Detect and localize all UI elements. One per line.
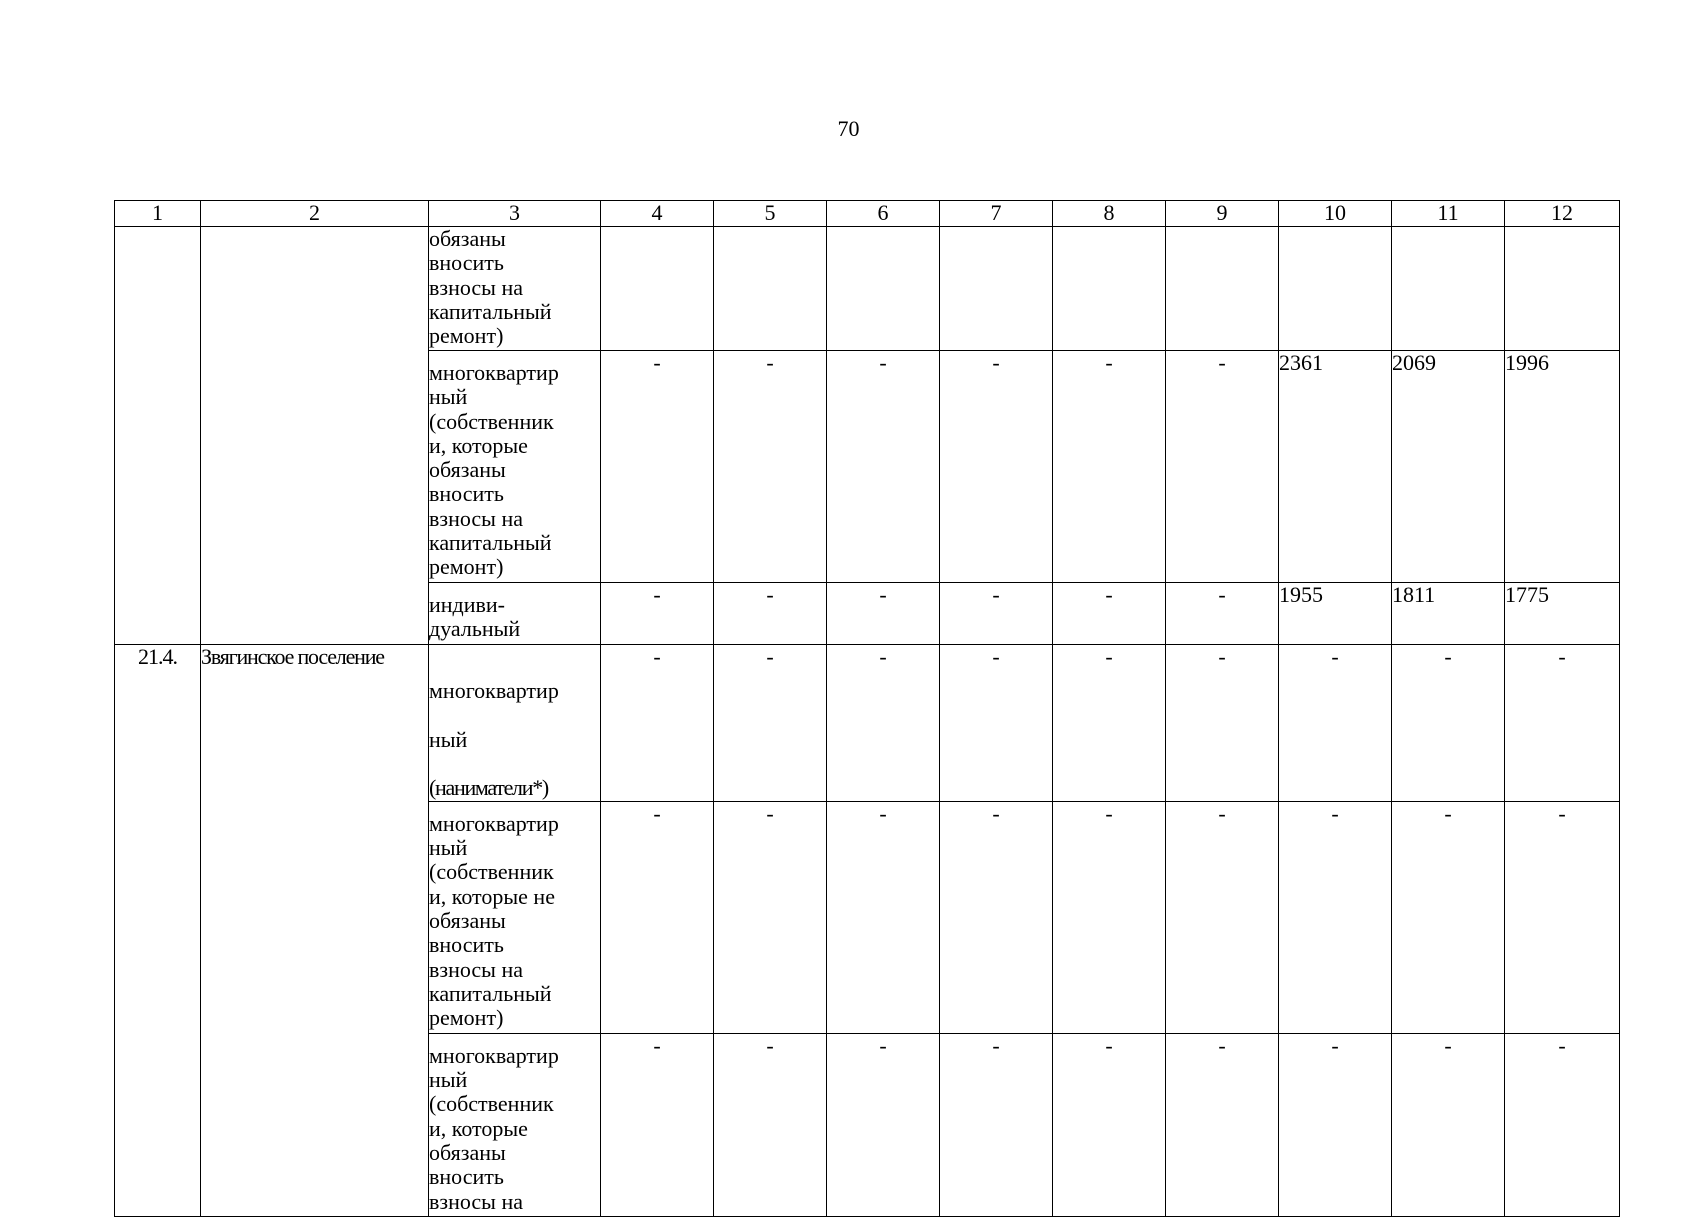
value-cell xyxy=(1505,227,1620,351)
row-code-cell xyxy=(115,227,201,645)
value-cell xyxy=(714,227,827,351)
value-cell: - xyxy=(714,1033,827,1216)
value-cell: - xyxy=(1166,351,1279,583)
column-header: 11 xyxy=(1392,201,1505,227)
column-header: 6 xyxy=(827,201,940,227)
value-cell: - xyxy=(1505,645,1620,802)
value-cell xyxy=(827,227,940,351)
value-cell: - xyxy=(827,1033,940,1216)
value-cell: - xyxy=(827,645,940,802)
page-number: 70 xyxy=(837,116,860,141)
column-header: 5 xyxy=(714,201,827,227)
value-cell: - xyxy=(601,351,714,583)
value-cell: - xyxy=(827,801,940,1033)
row-name-cell: Звягинское поселение xyxy=(201,645,429,1217)
value-cell xyxy=(1392,227,1505,351)
value-cell: - xyxy=(1279,801,1392,1033)
value-cell: - xyxy=(940,1033,1053,1216)
value-cell xyxy=(1279,227,1392,351)
housing-type-cell: многоквартир ный (собственник и, которые обязаны вносить взносы на xyxy=(429,1033,601,1216)
value-cell: - xyxy=(1505,1033,1620,1216)
housing-type-cell: многоквартир ный (собственник и, которые обязаны вносить взносы на капитальный ремонт) xyxy=(429,351,601,583)
value-cell xyxy=(940,227,1053,351)
tariff-table xyxy=(114,200,1620,1217)
value-cell: - xyxy=(1053,583,1166,645)
value-cell: - xyxy=(1392,645,1505,802)
value-cell: - xyxy=(827,583,940,645)
value-cell: - xyxy=(940,801,1053,1033)
value-cell: - xyxy=(1053,801,1166,1033)
row-name-cell xyxy=(201,227,429,645)
value-cell: - xyxy=(1053,1033,1166,1216)
value-cell: 1955 xyxy=(1279,583,1392,645)
value-cell xyxy=(1166,227,1279,351)
value-cell: - xyxy=(714,645,827,802)
value-cell: - xyxy=(1279,1033,1392,1216)
housing-type-line: ный xyxy=(429,726,468,752)
value-cell: - xyxy=(714,801,827,1033)
column-header: 3 xyxy=(429,201,601,227)
column-header: 2 xyxy=(201,201,429,227)
housing-type-line: (наниматели*) xyxy=(429,775,548,801)
column-header: 1 xyxy=(115,201,201,227)
value-cell: - xyxy=(601,583,714,645)
table-row xyxy=(115,645,1620,802)
value-cell: 2069 xyxy=(1392,351,1505,583)
column-header: 9 xyxy=(1166,201,1279,227)
row-code-cell: 21.4. xyxy=(115,645,201,1217)
value-cell: 2361 xyxy=(1279,351,1392,583)
value-cell: - xyxy=(1505,801,1620,1033)
column-header: 7 xyxy=(940,201,1053,227)
column-header: 12 xyxy=(1505,201,1620,227)
value-cell: - xyxy=(1053,351,1166,583)
value-cell: - xyxy=(601,801,714,1033)
housing-type-cell: обязаны вносить взносы на капитальный ремонт) xyxy=(429,227,601,351)
column-number-row xyxy=(115,201,1620,227)
housing-type-cell xyxy=(429,645,601,802)
value-cell: - xyxy=(1166,1033,1279,1216)
value-cell: - xyxy=(940,645,1053,802)
value-cell: - xyxy=(1166,645,1279,802)
value-cell: - xyxy=(601,645,714,802)
value-cell: - xyxy=(714,583,827,645)
value-cell: - xyxy=(940,583,1053,645)
value-cell xyxy=(1053,227,1166,351)
value-cell: - xyxy=(1392,1033,1505,1216)
value-cell: - xyxy=(714,351,827,583)
column-header: 8 xyxy=(1053,201,1166,227)
housing-type-line: многоквартир xyxy=(429,678,559,704)
value-cell xyxy=(601,227,714,351)
value-cell: 1811 xyxy=(1392,583,1505,645)
column-header: 10 xyxy=(1279,201,1392,227)
value-cell: - xyxy=(1166,801,1279,1033)
value-cell: 1775 xyxy=(1505,583,1620,645)
housing-type-cell: многоквартир ный (собственник и, которые не обязаны вносить взносы на капитальный ремонт) xyxy=(429,801,601,1033)
value-cell: - xyxy=(940,351,1053,583)
value-cell: - xyxy=(1279,645,1392,802)
value-cell: - xyxy=(1053,645,1166,802)
value-cell: - xyxy=(601,1033,714,1216)
value-cell: - xyxy=(827,351,940,583)
value-cell: - xyxy=(1392,801,1505,1033)
column-header: 4 xyxy=(601,201,714,227)
table-row xyxy=(115,227,1620,351)
value-cell: - xyxy=(1166,583,1279,645)
value-cell: 1996 xyxy=(1505,351,1620,583)
housing-type-cell: индиви- дуальный xyxy=(429,583,601,645)
